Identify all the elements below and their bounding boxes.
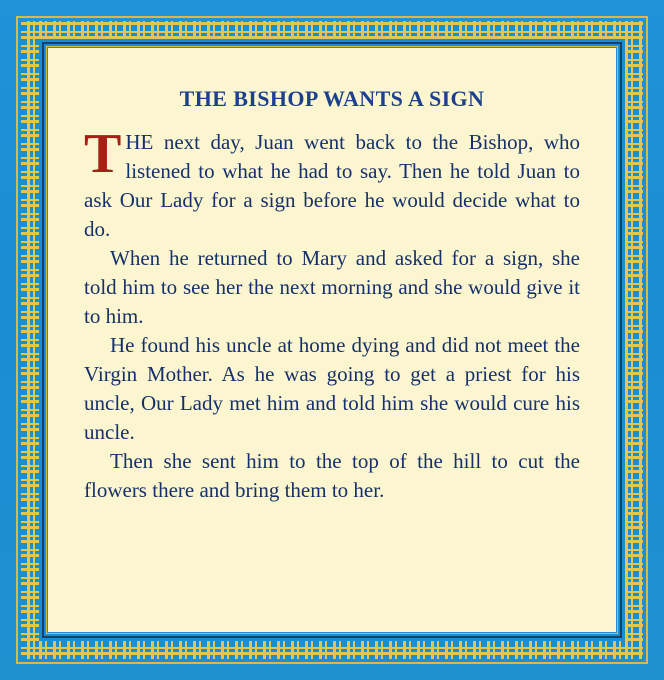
paragraph-3: He found his uncle at home dying and did not meet the Virgin Mother. As he was going to get a priest for his uncle, Our Lady met him and told him she would cure his uncle.: [84, 332, 580, 444]
page-title: THE BISHOP WANTS A SIGN: [179, 86, 485, 111]
body-text: [84, 123, 580, 505]
text-panel: [48, 48, 616, 632]
drop-cap: T: [84, 123, 122, 185]
paragraph-1: [84, 123, 580, 244]
paragraph-2: When he returned to Mary and asked for a sign, she told him to see her the next morning and she would give it to him.: [84, 245, 580, 328]
paragraph-1-text: HE next day, Juan went back to the Bishop, who listened to what he had to say. Then he told Juan to ask Our Lady for a sign before he would decide what to do.: [84, 130, 580, 241]
paragraph-4: Then she sent him to the top of the hill to cut the flowers there and bring them to her.: [84, 448, 580, 502]
